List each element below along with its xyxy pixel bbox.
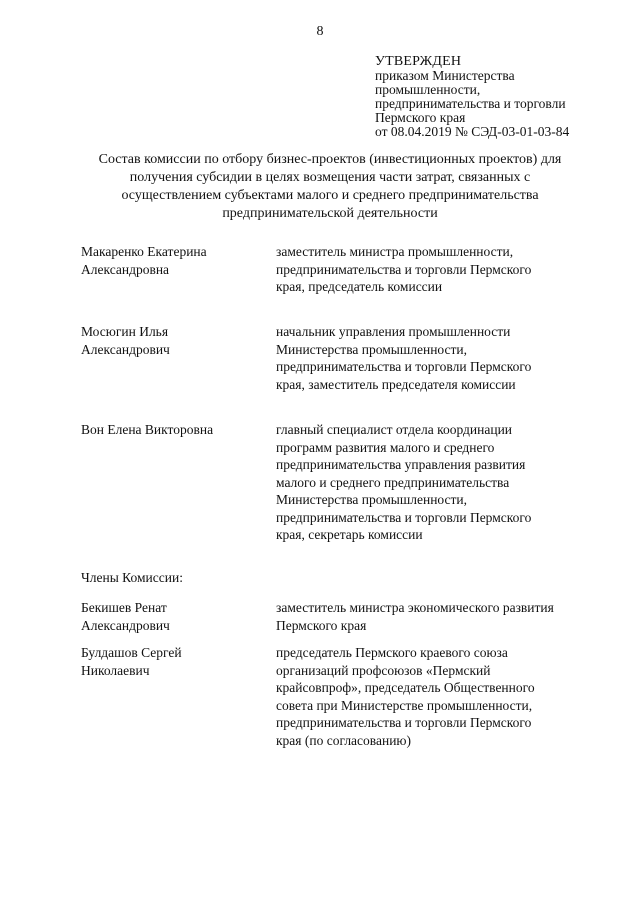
page-number: 8 [316,24,324,39]
approval-line: промышленности, [375,82,481,97]
member-role: заместитель министра экономического развития Пермского края [276,600,554,633]
approval-line: от 08.04.2019 № СЭД-03-01-03-84 [375,124,570,139]
member-name: Макаренко Екатерина Александровна [81,244,207,277]
heading-line: осуществлением субъектами малого и среднего предпринимательства [121,188,539,203]
member-role: председатель Пермского краевого союза организаций профсоюзов «Пермский крайсовпроф», председатель Общественного совета при Министерстве промышленности, предпринимательства и торговли Пермского края (по согласованию) [276,645,535,748]
approval-title: УТВЕРЖДЕН [375,54,462,69]
member-role: заместитель министра промышленности, предпринимательства и торговли Пермского края, председатель комиссии [276,244,532,294]
approval-line: приказом Министерства [375,68,515,83]
approval-stamp [375,55,625,139]
heading-line: Состав комиссии по отбору бизнес-проектов (инвестиционных проектов) для [98,152,562,167]
member-role: начальник управления промышленности Министерства промышленности, предпринимательства и торговли Пермского края, заместитель председателя комиссии [276,324,532,392]
heading-line: получения субсидии в целях возмещения части затрат, связанных с [129,170,531,185]
member-name: Булдашов Сергей Николаевич [81,645,182,678]
document-heading [70,151,590,223]
approval-line: предпринимательства и торговли [375,96,566,111]
member-name: Вон Елена Викторовна [81,422,214,437]
heading-line: предпринимательской деятельности [222,206,438,221]
members-label: Члены Комиссии: [81,570,183,585]
approval-line: Пермского края [375,110,466,125]
member-name: Мосюгин Илья Александрович [81,324,170,357]
member-role: главный специалист отдела координации программ развития малого и среднего предпринимательства управления развития малого и среднего предпринимательства Министерства промышленности, предпринимательства и торговли Пермского края, секретарь комиссии [276,422,532,542]
member-name: Бекишев Ренат Александрович [81,600,170,633]
